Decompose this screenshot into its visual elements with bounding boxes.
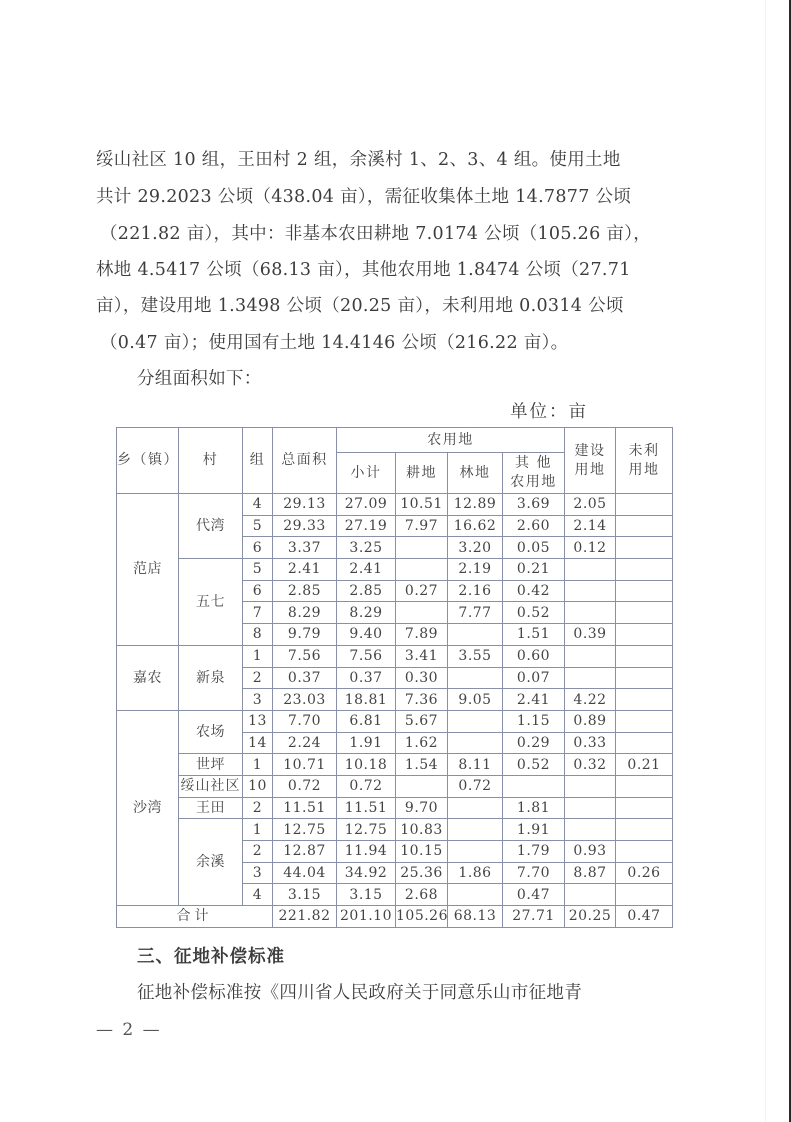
paragraph-line-5: 亩），建设用地 1.3498 公顷（20.25 亩），未利用地 0.0314 公顷 bbox=[96, 296, 624, 316]
total-cell: 23.03 bbox=[273, 689, 337, 711]
group-cell: 7 bbox=[243, 602, 273, 624]
header-subtotal: 小计 bbox=[337, 453, 396, 494]
forest-cell bbox=[448, 732, 503, 754]
group-cell: 8 bbox=[243, 624, 273, 646]
forest-cell: 9.05 bbox=[448, 689, 503, 711]
subtotal-cell: 9.40 bbox=[337, 624, 396, 646]
unused-cell bbox=[616, 624, 673, 646]
unused-cell bbox=[616, 645, 673, 667]
village-cell: 代湾 bbox=[179, 494, 243, 559]
group-cell: 4 bbox=[243, 494, 273, 516]
page-shadow-line bbox=[765, 0, 766, 1122]
other-cell: 0.21 bbox=[503, 559, 565, 581]
land-area-table bbox=[116, 427, 673, 928]
forest-cell: 2.19 bbox=[448, 559, 503, 581]
total-cell: 0.72 bbox=[273, 775, 337, 797]
header-construction-land: 建设 用地 bbox=[565, 428, 616, 494]
cultivated-cell: 7.36 bbox=[396, 689, 448, 711]
header-total-area: 总面积 bbox=[273, 428, 337, 494]
other-cell: 0.52 bbox=[503, 602, 565, 624]
other-cell: 1.81 bbox=[503, 797, 565, 819]
construction-cell: 4.22 bbox=[565, 689, 616, 711]
cultivated-cell bbox=[396, 559, 448, 581]
section-text: 征地补偿标准按《四川省人民政府关于同意乐山市征地青 bbox=[137, 983, 582, 1003]
unused-cell bbox=[616, 775, 673, 797]
cultivated-cell: 10.15 bbox=[396, 841, 448, 863]
group-cell: 1 bbox=[243, 819, 273, 841]
construction-cell bbox=[565, 559, 616, 581]
village-cell: 五七 bbox=[179, 559, 243, 646]
total-cell: 44.04 bbox=[273, 862, 337, 884]
total-cell: 11.51 bbox=[273, 797, 337, 819]
cultivated-cell: 1.54 bbox=[396, 754, 448, 776]
forest-cell bbox=[448, 819, 503, 841]
forest-cell: 12.89 bbox=[448, 494, 503, 516]
subtotal-cell: 0.72 bbox=[337, 775, 396, 797]
cultivated-cell: 7.89 bbox=[396, 624, 448, 646]
subtotal-cell: 11.51 bbox=[337, 797, 396, 819]
forest-cell bbox=[448, 667, 503, 689]
unused-cell bbox=[616, 732, 673, 754]
village-cell: 余溪 bbox=[179, 819, 243, 906]
cultivated-cell: 7.97 bbox=[396, 515, 448, 537]
header-other-agri: 其 他 农用地 bbox=[503, 453, 565, 494]
unused-cell bbox=[616, 559, 673, 581]
table-row bbox=[117, 645, 673, 667]
unused-cell: 0.21 bbox=[616, 754, 673, 776]
construction-cell bbox=[565, 819, 616, 841]
forest-cell: 3.55 bbox=[448, 645, 503, 667]
unused-cell bbox=[616, 602, 673, 624]
cultivated-cell: 5.67 bbox=[396, 710, 448, 732]
subtotal-cell: 2.85 bbox=[337, 580, 396, 602]
forest-cell bbox=[448, 797, 503, 819]
cultivated-cell bbox=[396, 602, 448, 624]
group-cell: 3 bbox=[243, 689, 273, 711]
other-cell: 0.47 bbox=[503, 884, 565, 906]
subtotal-cell: 18.81 bbox=[337, 689, 396, 711]
subtotal-cell: 3.25 bbox=[337, 537, 396, 559]
cultivated-cell: 105.26 bbox=[396, 906, 448, 928]
subtotal-cell: 11.94 bbox=[337, 841, 396, 863]
subtotal-cell: 8.29 bbox=[337, 602, 396, 624]
table-row bbox=[117, 754, 673, 776]
total-cell: 221.82 bbox=[273, 906, 337, 928]
construction-cell bbox=[565, 884, 616, 906]
total-cell: 29.13 bbox=[273, 494, 337, 516]
table-row bbox=[117, 559, 673, 581]
other-cell: 3.69 bbox=[503, 494, 565, 516]
total-cell: 12.75 bbox=[273, 819, 337, 841]
construction-cell: 0.39 bbox=[565, 624, 616, 646]
total-row bbox=[117, 906, 673, 928]
unused-cell bbox=[616, 710, 673, 732]
paragraph-line-6: （0.47 亩）；使用国有土地 14.4146 公顷（216.22 亩）。 bbox=[100, 333, 569, 353]
table-row bbox=[117, 775, 673, 797]
unused-cell bbox=[616, 537, 673, 559]
header-village: 村 bbox=[179, 428, 243, 494]
other-cell: 1.79 bbox=[503, 841, 565, 863]
construction-cell: 8.87 bbox=[565, 862, 616, 884]
total-cell: 2.85 bbox=[273, 580, 337, 602]
unused-cell bbox=[616, 494, 673, 516]
construction-cell bbox=[565, 775, 616, 797]
cultivated-cell: 2.68 bbox=[396, 884, 448, 906]
subtotal-cell: 12.75 bbox=[337, 819, 396, 841]
forest-cell bbox=[448, 710, 503, 732]
other-cell: 7.70 bbox=[503, 862, 565, 884]
township-cell: 范店 bbox=[117, 494, 179, 646]
cultivated-cell: 10.83 bbox=[396, 819, 448, 841]
construction-cell bbox=[565, 797, 616, 819]
construction-cell: 20.25 bbox=[565, 906, 616, 928]
total-cell: 7.56 bbox=[273, 645, 337, 667]
forest-cell: 1.86 bbox=[448, 862, 503, 884]
forest-cell bbox=[448, 624, 503, 646]
other-cell: 1.15 bbox=[503, 710, 565, 732]
other-cell: 0.05 bbox=[503, 537, 565, 559]
cultivated-cell bbox=[396, 537, 448, 559]
forest-cell: 3.20 bbox=[448, 537, 503, 559]
other-cell: 0.60 bbox=[503, 645, 565, 667]
unused-cell: 0.26 bbox=[616, 862, 673, 884]
group-cell: 2 bbox=[243, 841, 273, 863]
total-cell: 2.41 bbox=[273, 559, 337, 581]
group-cell: 2 bbox=[243, 667, 273, 689]
other-cell: 0.29 bbox=[503, 732, 565, 754]
forest-cell: 68.13 bbox=[448, 906, 503, 928]
group-cell: 6 bbox=[243, 537, 273, 559]
table-row bbox=[117, 710, 673, 732]
group-cell: 10 bbox=[243, 775, 273, 797]
unused-cell bbox=[616, 515, 673, 537]
subtotal-cell: 0.37 bbox=[337, 667, 396, 689]
unused-cell bbox=[616, 819, 673, 841]
group-cell: 5 bbox=[243, 559, 273, 581]
cultivated-cell: 25.36 bbox=[396, 862, 448, 884]
forest-cell bbox=[448, 884, 503, 906]
total-cell: 8.29 bbox=[273, 602, 337, 624]
subtotal-cell: 27.19 bbox=[337, 515, 396, 537]
total-cell: 3.37 bbox=[273, 537, 337, 559]
forest-cell: 16.62 bbox=[448, 515, 503, 537]
header-unused-land: 未利 用地 bbox=[616, 428, 673, 494]
subtotal-cell: 2.41 bbox=[337, 559, 396, 581]
village-cell: 世坪 bbox=[179, 754, 243, 776]
other-cell: 1.51 bbox=[503, 624, 565, 646]
forest-cell bbox=[448, 841, 503, 863]
page-number: — 2 — bbox=[96, 1020, 162, 1040]
township-cell: 沙湾 bbox=[117, 710, 179, 905]
header-agricultural-land: 农用地 bbox=[337, 428, 565, 453]
construction-cell bbox=[565, 602, 616, 624]
forest-cell: 2.16 bbox=[448, 580, 503, 602]
cultivated-cell: 1.62 bbox=[396, 732, 448, 754]
other-cell: 0.07 bbox=[503, 667, 565, 689]
paragraph-line-1: 绥山社区 10 组，王田村 2 组，余溪村 1、2、3、4 组。使用土地 bbox=[96, 150, 621, 170]
total-label: 合计 bbox=[117, 906, 273, 928]
subtotal-cell: 201.10 bbox=[337, 906, 396, 928]
paragraph-line-2: 共计 29.2023 公顷（438.04 亩），需征收集体土地 14.7877 公顷 bbox=[96, 187, 632, 207]
unused-cell: 0.47 bbox=[616, 906, 673, 928]
header-township: 乡（镇） bbox=[117, 428, 179, 494]
unused-cell bbox=[616, 580, 673, 602]
group-cell: 3 bbox=[243, 862, 273, 884]
construction-cell: 2.14 bbox=[565, 515, 616, 537]
total-cell: 7.70 bbox=[273, 710, 337, 732]
subtotal-cell: 3.15 bbox=[337, 884, 396, 906]
group-cell: 14 bbox=[243, 732, 273, 754]
subtotal-cell: 6.81 bbox=[337, 710, 396, 732]
group-cell: 5 bbox=[243, 515, 273, 537]
group-cell: 1 bbox=[243, 754, 273, 776]
construction-cell bbox=[565, 667, 616, 689]
other-cell: 0.52 bbox=[503, 754, 565, 776]
table-row bbox=[117, 797, 673, 819]
group-cell: 13 bbox=[243, 710, 273, 732]
other-cell bbox=[503, 775, 565, 797]
village-cell: 绥山社区 bbox=[179, 775, 243, 797]
total-cell: 2.24 bbox=[273, 732, 337, 754]
village-cell: 王田 bbox=[179, 797, 243, 819]
table-row bbox=[117, 819, 673, 841]
other-cell: 0.42 bbox=[503, 580, 565, 602]
cultivated-cell: 0.30 bbox=[396, 667, 448, 689]
other-cell: 2.60 bbox=[503, 515, 565, 537]
village-cell: 农场 bbox=[179, 710, 243, 753]
construction-cell bbox=[565, 580, 616, 602]
cultivated-cell bbox=[396, 775, 448, 797]
group-cell: 6 bbox=[243, 580, 273, 602]
construction-cell: 0.12 bbox=[565, 537, 616, 559]
cultivated-cell: 10.51 bbox=[396, 494, 448, 516]
total-cell: 29.33 bbox=[273, 515, 337, 537]
subtotal-cell: 10.18 bbox=[337, 754, 396, 776]
forest-cell: 7.77 bbox=[448, 602, 503, 624]
cultivated-cell: 9.70 bbox=[396, 797, 448, 819]
total-cell: 10.71 bbox=[273, 754, 337, 776]
construction-cell bbox=[565, 645, 616, 667]
construction-cell: 0.93 bbox=[565, 841, 616, 863]
subtotal-cell: 27.09 bbox=[337, 494, 396, 516]
paragraph-line-4: 林地 4.5417 公顷（68.13 亩），其他农用地 1.8474 公顷（27.71 bbox=[96, 260, 631, 280]
unused-cell bbox=[616, 797, 673, 819]
paragraph-line-3: （221.82 亩），其中：非基本农田耕地 7.0174 公顷（105.26 亩）， bbox=[100, 224, 652, 244]
construction-cell: 0.33 bbox=[565, 732, 616, 754]
construction-cell: 2.05 bbox=[565, 494, 616, 516]
group-cell: 4 bbox=[243, 884, 273, 906]
other-cell: 2.41 bbox=[503, 689, 565, 711]
subtotal-cell: 7.56 bbox=[337, 645, 396, 667]
other-cell: 1.91 bbox=[503, 819, 565, 841]
total-cell: 12.87 bbox=[273, 841, 337, 863]
total-cell: 9.79 bbox=[273, 624, 337, 646]
unit-label: 单位：亩 bbox=[510, 402, 588, 422]
header-forest: 林地 bbox=[448, 453, 503, 494]
group-cell: 1 bbox=[243, 645, 273, 667]
village-cell: 新泉 bbox=[179, 645, 243, 710]
header-cultivated: 耕地 bbox=[396, 453, 448, 494]
subtotal-cell: 1.91 bbox=[337, 732, 396, 754]
table-row bbox=[117, 494, 673, 516]
forest-cell: 0.72 bbox=[448, 775, 503, 797]
construction-cell: 0.32 bbox=[565, 754, 616, 776]
forest-cell: 8.11 bbox=[448, 754, 503, 776]
unused-cell bbox=[616, 667, 673, 689]
total-cell: 3.15 bbox=[273, 884, 337, 906]
unused-cell bbox=[616, 841, 673, 863]
construction-cell: 0.89 bbox=[565, 710, 616, 732]
township-cell: 嘉农 bbox=[117, 645, 179, 710]
group-cell: 2 bbox=[243, 797, 273, 819]
other-cell: 27.71 bbox=[503, 906, 565, 928]
total-cell: 0.37 bbox=[273, 667, 337, 689]
subtotal-cell: 34.92 bbox=[337, 862, 396, 884]
table-intro: 分组面积如下： bbox=[137, 369, 262, 389]
cultivated-cell: 3.41 bbox=[396, 645, 448, 667]
unused-cell bbox=[616, 689, 673, 711]
unused-cell bbox=[616, 884, 673, 906]
cultivated-cell: 0.27 bbox=[396, 580, 448, 602]
section-heading: 三、征地补偿标准 bbox=[137, 947, 285, 967]
header-group: 组 bbox=[243, 428, 273, 494]
